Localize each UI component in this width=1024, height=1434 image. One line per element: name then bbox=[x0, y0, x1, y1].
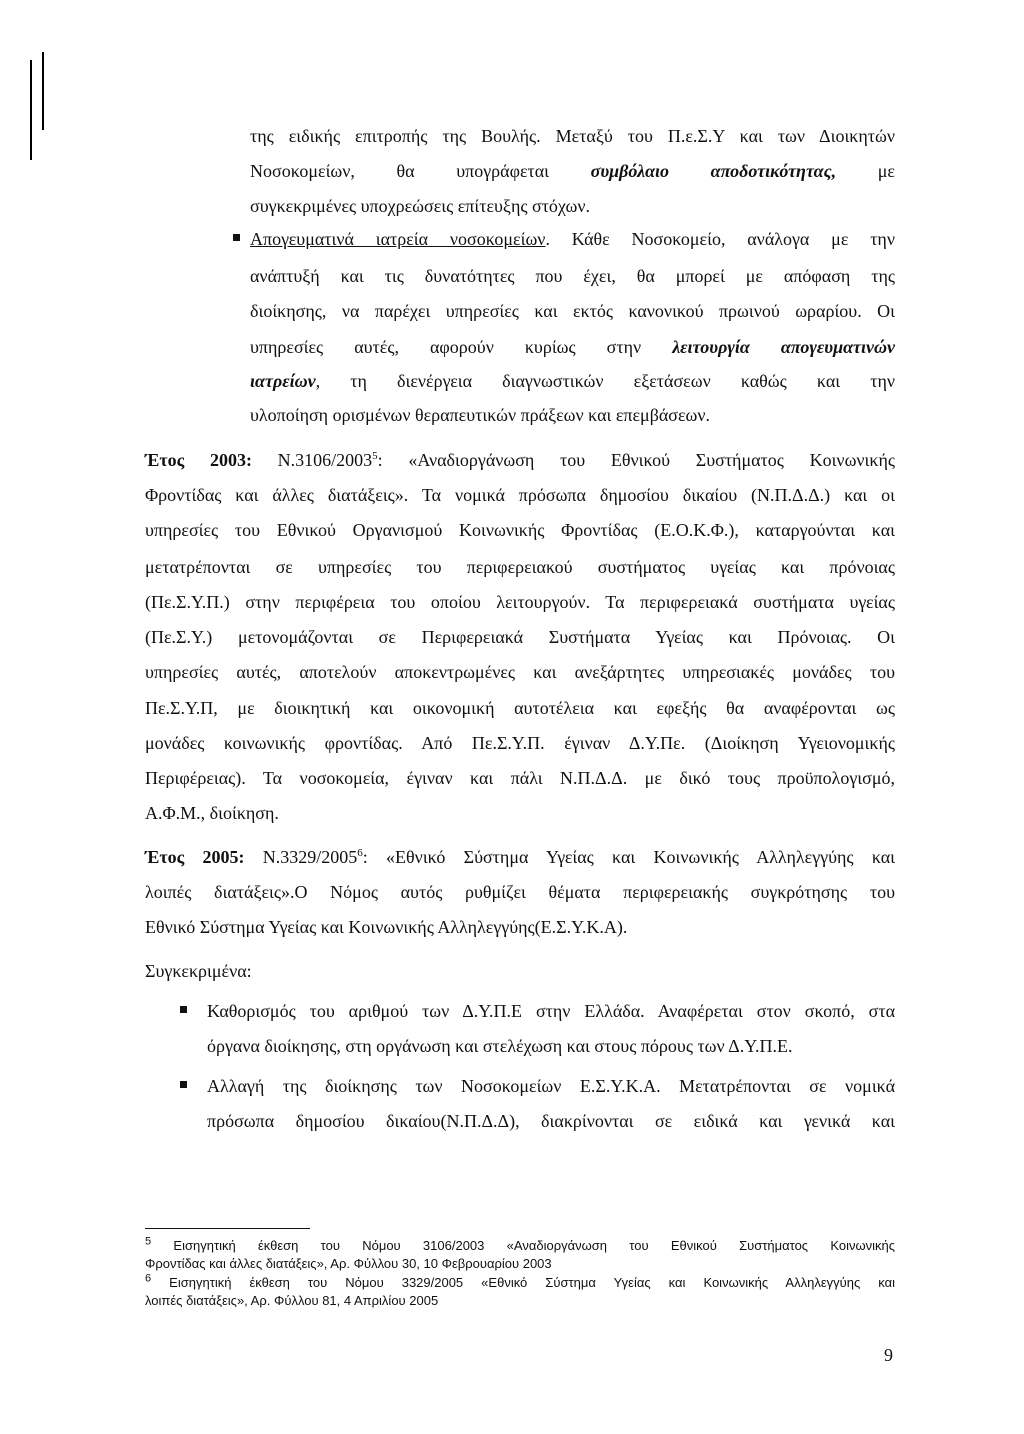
footnote-line: $^6$ Εισηγητική έκθεση του Νόμου 3329/2005 «Εθνικό Σύστημα Υγείας και Κοινωνικής Αλληλεγγύης και bbox=[145, 1272, 895, 1290]
scan-mark bbox=[42, 52, 44, 130]
year2005-line: Έτος 2005: Ν.3329/2005$^6$: «Εθνικό Σύστημα Υγείας και Κοινωνικής Αλληλεγγύης και bbox=[145, 847, 895, 867]
para2-heading: Απογευματινά ιατρεία νοσοκομείων bbox=[250, 229, 546, 249]
footnote-line: $^5$ Εισηγητική έκθεση του Νόμου 3106/2003 «Αναδιοργάνωση του Εθνικού Συστήματος Κοινωνικής bbox=[145, 1235, 895, 1253]
para2-line: ανάπτυξή και τις δυνατότητες που έχει, θα μπορεί με απόφαση της bbox=[250, 266, 895, 286]
para1-line: της ειδικής επιτροπής της Βουλής. Μεταξύ του Π.ε.Σ.Υ και των Διοικητών bbox=[250, 126, 895, 146]
para2-line: διοίκησης, να παρέχει υπηρεσίες και εκτός κανονικού πρωινού ωραρίου. Οι bbox=[250, 301, 895, 321]
bullet-icon bbox=[233, 234, 240, 241]
para2-line: υπηρεσίες αυτές, αφορούν κυρίως στην λειτουργία απογευματινών bbox=[250, 337, 896, 357]
footnote-rule bbox=[145, 1228, 310, 1229]
year2003-line: Πε.Σ.Υ.Π, με διοικητική και οικονομική αυτοτέλεια και εφεξής θα αναφέρονται ως bbox=[145, 698, 895, 718]
year2005-label: Έτος 2005: bbox=[145, 847, 245, 867]
year2003-line: Περιφέρειας). Τα νοσοκομεία, έγιναν και πάλι Ν.Π.Δ.Δ. με δικό τους προϋπολογισμό, bbox=[145, 768, 895, 788]
bullet-item-line: Καθορισμός του αριθμού των Δ.Υ.Π.Ε στην Ελλάδα. Αναφέρεται στον σκοπό, στα bbox=[207, 1001, 895, 1021]
year2003-line: Έτος 2003: Ν.3106/2003$^5$: «Αναδιοργάνωση του Εθνικού Συστήματος Κοινωνικής bbox=[145, 450, 896, 470]
year2003-line: μονάδες κοινωνικής φροντίδας. Από Πε.Σ.Υ.Π. έγιναν Δ.Υ.Πε. (Διοίκηση Υγειονομικής bbox=[145, 733, 895, 753]
year2003-line: (Πε.Σ.Υ.Π.) στην περιφέρεια του οποίου λειτουργούν. Τα περιφερειακά συστήματα υγείας bbox=[145, 592, 895, 612]
page-number: 9 bbox=[884, 1345, 893, 1365]
year2005-line: λοιπές διατάξεις».Ο Νόμος αυτός ρυθμίζει θέματα περιφερειακής συγκρότησης του bbox=[145, 882, 895, 902]
year2003-line: Α.Φ.Μ., διοίκηση. bbox=[145, 803, 279, 823]
footnote-line: Φροντίδας και άλλες διατάξεις», Αρ. Φύλλου 30, 10 Φεβρουαρίου 2003 bbox=[145, 1256, 552, 1271]
scan-mark bbox=[30, 60, 32, 160]
para2-line: Απογευματινά ιατρεία νοσοκομείων. Κάθε Νοσοκομείο, ανάλογα με την bbox=[250, 229, 895, 249]
bullet-icon bbox=[180, 1081, 187, 1088]
para2-line: ιατρείων, τη διενέργεια διαγνωστικών εξετάσεων καθώς και την bbox=[250, 371, 895, 391]
para1-line: συγκεκριμένες υποχρεώσεις επίτευξης στόχων. bbox=[250, 196, 591, 216]
para2-line: υλοποίηση ορισμένων θεραπευτικών πράξεων και επεμβάσεων. bbox=[250, 405, 711, 425]
bullet-item-line: Αλλαγή της διοίκησης των Νοσοκομείων Ε.Σ.Υ.Κ.Α. Μετατρέπονται σε νομικά bbox=[207, 1076, 895, 1096]
bullet-item-line: πρόσωπα δημοσίου δικαίου(Ν.Π.Δ.Δ), διακρίνονται σε ειδικά και γενικά και bbox=[207, 1111, 895, 1131]
specifically-label: Συγκεκριμένα: bbox=[145, 961, 252, 981]
year2003-line: Φροντίδας και άλλες διατάξεις». Τα νομικά πρόσωπα δημοσίου δικαίου (Ν.Π.Δ.Δ.) και οι bbox=[145, 485, 895, 505]
bullet-icon bbox=[180, 1006, 187, 1013]
year2003-line: υπηρεσίες αυτές, αποτελούν αποκεντρωμένες και ανεξάρτητες υπηρεσιακές μονάδες του bbox=[145, 662, 895, 682]
year2003-line: υπηρεσίες του Εθνικού Οργανισμού Κοινωνικής Φροντίδας (Ε.Ο.Κ.Φ.), καταργούνται και bbox=[145, 520, 895, 540]
year2003-line: (Πε.Σ.Υ.) μετονομάζονται σε Περιφερειακά Συστήματα Υγείας και Πρόνοιας. Οι bbox=[145, 627, 895, 647]
footnote-line: λοιπές διατάξεις», Αρ. Φύλλου 81, 4 Απριλίου 2005 bbox=[145, 1293, 439, 1308]
year2003-line: μετατρέπονται σε υπηρεσίες του περιφερειακού συστήματος υγείας και πρόνοιας bbox=[145, 557, 895, 577]
year2003-label: Έτος 2003: bbox=[145, 450, 252, 470]
para1-line: Νοσοκομείων, θα υπογράφεται συμβόλαιο αποδοτικότητας, με bbox=[250, 161, 895, 181]
year2005-line: Εθνικό Σύστημα Υγείας και Κοινωνικής Αλληλεγγύης(Ε.Σ.Υ.Κ.Α). bbox=[145, 917, 628, 937]
bullet-item-line: όργανα διοίκησης, στη οργάνωση και στελέχωση και στους πόρους των Δ.Υ.Π.Ε. bbox=[207, 1036, 793, 1056]
